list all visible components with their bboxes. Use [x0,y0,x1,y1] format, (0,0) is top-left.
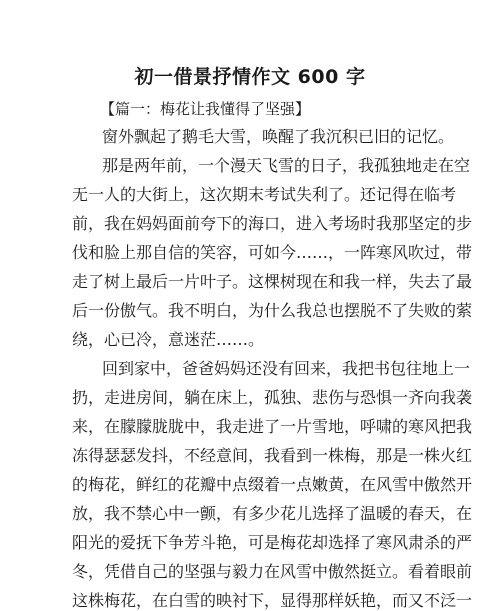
paragraph-line: 阳光的爱抚下争芳斗艳，可是梅花却选择了寒风肃杀的严 [72,533,473,552]
paragraph-line: 伐和脸上那自信的笑容，可如今……，一阵寒风吹过，带 [72,243,473,262]
paragraph-line: 那是两年前，一个漫天飞雪的日子，我孤独地走在空 [102,156,471,175]
paragraph-line: 的梅花，鲜红的花瓣中点缀着一点嫩黄，在风雪中傲然开 [72,475,473,494]
paragraph-line: 这株梅花，在白雪的映衬下，显得那样妖艳，而又不泛一 [72,591,473,610]
paragraph-line: 来，在朦朦胧胧中，我走进了一片雪地，呼啸的寒风把我 [72,417,473,436]
paragraph-line: 前，我在妈妈面前夸下的海口，进入考场时我那坚定的步 [72,214,473,233]
paragraph-line: 回到家中，爸爸妈妈还没有回来，我把书包往地上一 [102,359,471,378]
paragraph-line: 冬，凭借自己的坚强与毅力在风雪中傲然挺立。看着眼前 [72,562,473,581]
section-heading: 【篇一：梅花让我懂得了坚强】 [100,100,311,118]
paragraph-line: 走了树上最后一片叶子。这棵树现在和我一样，失去了最 [72,272,473,291]
paragraph-line: 后一份傲气。我不明白，为什么我总也摆脱不了失败的萦 [72,301,473,320]
paragraph-line: 冻得瑟瑟发抖，不经意间，我看到一株梅，那是一株火红 [72,446,473,465]
paragraph-line: 放，我不禁心中一颤，有多少花儿选择了温暖的春天，在 [72,504,473,523]
paragraph-line: 绕，心已冷，意迷茫……。 [72,330,265,349]
paragraph-line: 窗外飘起了鹅毛大雪，唤醒了我沉积已旧的记忆。 [102,127,455,146]
paragraph-line: 无一人的大街上，这次期末考试失利了。还记得在临考 [72,185,457,204]
document-title: 初一借景抒情作文 600 字 [134,66,366,88]
paragraph-line: 扔，走进房间，躺在床上，孤独、悲伤与恐惧一齐向我袭 [72,388,473,407]
